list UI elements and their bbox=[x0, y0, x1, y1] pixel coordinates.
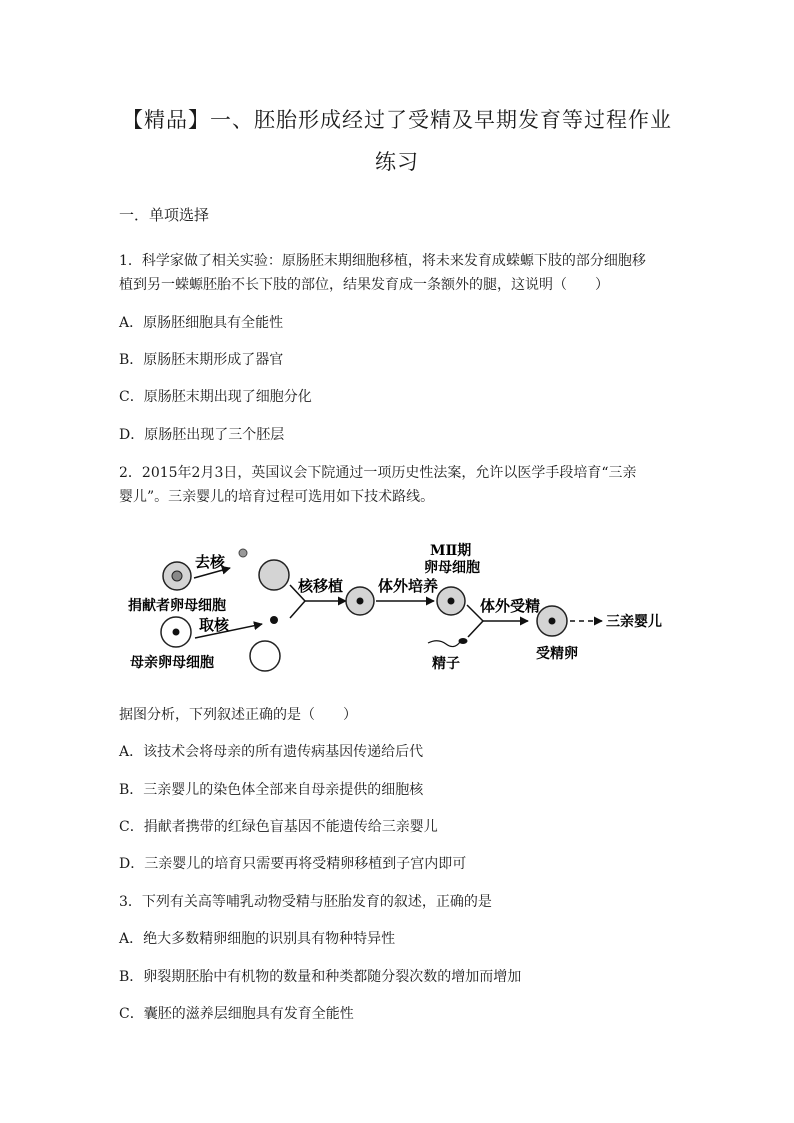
reconstructed-oocyte bbox=[346, 587, 374, 615]
q2-stem-line1: 2．2015年2月3日，英国议会下院通过一项历史性法案，允许以医学手段培育“三亲 bbox=[119, 465, 637, 481]
q3-option-c: C．囊胚的滋养层细胞具有发育全能性 bbox=[119, 1006, 354, 1022]
q1-option-d: D．原肠胚出现了三个胚层 bbox=[119, 427, 285, 443]
q1-option-c: C．原肠胚末期出现了细胞分化 bbox=[119, 389, 312, 405]
extracted-nucleus bbox=[270, 616, 278, 624]
sperm-cell bbox=[428, 638, 468, 647]
q3-stem: 3．下列有关高等哺乳动物受精与胚胎发育的叙述，正确的是 bbox=[119, 894, 492, 910]
q1-option-a: A．原肠胚细胞具有全能性 bbox=[119, 315, 284, 331]
q3-option-b: B．卵裂期胚胎中有机物的数量和种类都随分裂次数的增加而增加 bbox=[119, 969, 522, 985]
q2-option-c: C．捐献者携带的红绿色盲基因不能遗传给三亲婴儿 bbox=[119, 819, 438, 835]
q3-option-a: A．绝大多数精卵细胞的识别具有物种特异性 bbox=[119, 931, 396, 947]
mii-oocyte bbox=[437, 587, 465, 615]
label-nuclear-transfer: 核移植 bbox=[298, 577, 344, 595]
q1-stem-line1: 1．科学家做了相关实验：原肠胚末期细胞移植，将未来发育成蝾螈下肢的部分细胞移 bbox=[119, 253, 646, 269]
zygote-cell bbox=[537, 606, 567, 636]
label-zygote: 受精卵 bbox=[536, 646, 578, 662]
label-remove-nucleus: 去核 bbox=[195, 553, 226, 571]
q2-ask: 据图分析，下列叙述正确的是（ ） bbox=[119, 707, 357, 723]
removed-nucleus bbox=[239, 549, 247, 557]
label-take-nucleus: 取核 bbox=[199, 616, 230, 634]
q1-stem-line2: 植到另一蝾螈胚胎不长下肢的部位，结果发育成一条额外的腿，这说明（ ） bbox=[119, 277, 609, 293]
section-heading: 一．单项选择 bbox=[119, 206, 210, 224]
mother-oocyte-cell bbox=[161, 617, 191, 647]
q2-option-a: A．该技术会将母亲的所有遗传病基因传递给后代 bbox=[119, 744, 424, 760]
label-mother-oocyte: 母亲卵母细胞 bbox=[130, 655, 214, 671]
label-sperm: 精子 bbox=[432, 656, 460, 672]
label-ivf: 体外受精 bbox=[480, 597, 541, 615]
mother-cell-remainder bbox=[250, 641, 280, 671]
q2-option-b: B．三亲婴儿的染色体全部来自母亲提供的细胞核 bbox=[119, 782, 424, 798]
document-title-line1: 【精品】一、胚胎形成经过了受精及早期发育等过程作业 bbox=[122, 108, 672, 132]
enucleated-oocyte bbox=[259, 560, 289, 590]
q2-stem-line2: 婴儿”。三亲婴儿的培育过程可选用如下技术路线。 bbox=[119, 489, 435, 505]
q1-option-b: B．原肠胚末期形成了器官 bbox=[119, 352, 284, 368]
document-title-line2: 练习 bbox=[375, 150, 419, 174]
label-donor-oocyte: 捐献者卵母细胞 bbox=[128, 598, 226, 614]
label-mii-stage: MⅡ期 bbox=[430, 543, 472, 559]
q2-option-d: D．三亲婴儿的培育只需要再将受精卵移植到子宫内即可 bbox=[119, 856, 467, 872]
label-mii-oocyte: 卵母细胞 bbox=[424, 560, 480, 576]
three-parent-baby-diagram bbox=[120, 540, 680, 680]
donor-oocyte-cell bbox=[163, 562, 191, 590]
label-three-parent-baby: 三亲婴儿 bbox=[606, 614, 662, 630]
label-in-vitro-culture: 体外培养 bbox=[378, 577, 439, 595]
